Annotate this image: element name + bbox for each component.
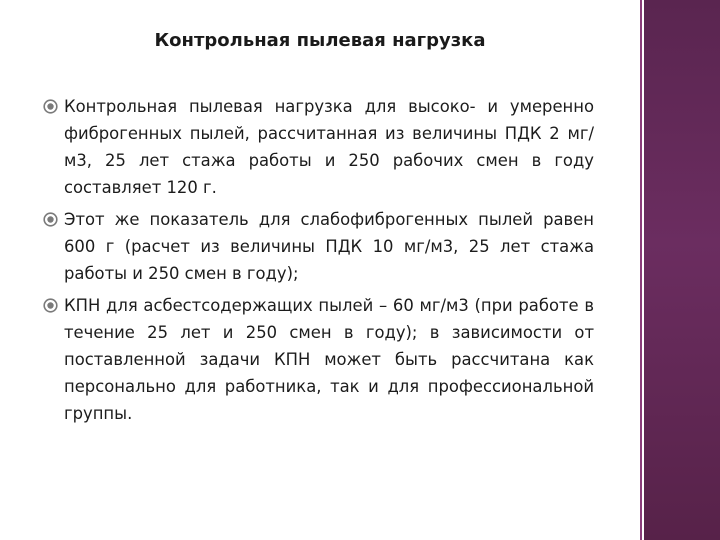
bullet-item (43, 292, 594, 427)
side-accent-band (644, 0, 720, 540)
bullet-text: КПН для асбестсодержащих пылей – 60 мг/м3 (при работе в течение 25 лет и 250 смен в году); в зависимости от поставленной задачи КПН может быть рассчитана как персонально для работника, так и для профессиональной группы. (64, 296, 594, 423)
target-circle-icon (43, 99, 58, 114)
bullet-text: Контрольная пылевая нагрузка для высоко- и умеренно фиброгенных пылей, рассчитанная из величины ПДК 2 мг/м3, 25 лет стажа работы и 250 рабочих смен в году составляет 120 г. (64, 97, 594, 197)
side-band-divider (640, 0, 642, 540)
target-circle-icon (43, 212, 58, 227)
target-circle-icon (43, 298, 58, 313)
bullet-item (43, 93, 594, 201)
bullet-list (43, 93, 594, 432)
bullet-item (43, 206, 594, 287)
bullet-text: Этот же показатель для слабофиброгенных пылей равен 600 г (расчет из величины ПДК 10 мг/м3, 25 лет стажа работы и 250 смен в году); (64, 210, 594, 283)
slide-title: Контрольная пылевая нагрузка (154, 30, 486, 51)
